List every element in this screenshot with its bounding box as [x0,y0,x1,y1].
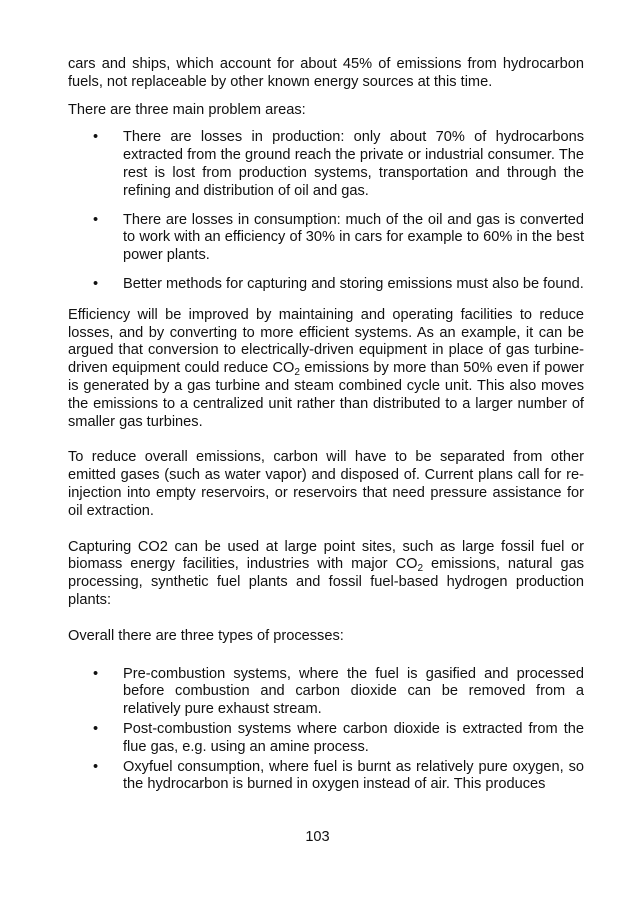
list-item-text: Better methods for capturing and storing emissions must also be found. [123,275,584,292]
process-heading: Overall there are three types of processes: [68,627,344,644]
bullet: • [93,758,99,775]
efficiency-paragraph: Efficiency will be improved by maintaining and operating facilities to reduce losses, and by converting to more efficient systems. As an example, it can be argued that conversion to electrically-driven equipment in place of gas turbine-driven equipment could reduce $CO_2$ emissions by more than 50% even if power is generated by a gas turbine and steam combined cycle unit. This also moves the emissions to a centralized unit rather than distributed to a larger number of smaller gas turbines. [68,306,584,430]
list-item [68,721,584,757]
list-item-text: Oxyfuel consumption, where fuel is burnt as relatively pure oxygen, so the hydrocarbon is burned in oxygen instead of air. This produces [123,758,584,793]
subscript-2: 2 [417,563,424,575]
process-list [68,666,584,795]
bullet: • [93,211,99,228]
bullet: • [93,129,99,146]
list-item [68,129,584,200]
reduce-paragraph: To reduce overall emissions, carbon will have to be separated from other emitted gases (such as water vapor) and disposed of. Current plans call for re-injection into empty reservoirs, or reservoirs that need pressure assistance for oil extraction. [68,449,584,519]
list-item [68,759,584,795]
bullet: • [93,275,99,292]
capturing-paragraph: Capturing CO2 can be used at large point sites, such as large fossil fuel or biomass energy facilities, industries with major $CO_2$ emissions, natural gas processing, synthetic fuel plants and fossil fuel-based hydrogen production plants: [68,538,584,608]
list-item [68,666,584,719]
intro-paragraph: cars and ships, which account for about 45% of emissions from hydrocarbon fuels, not replaceable by other known energy sources at this time. [68,56,584,90]
subscript-2: 2 [294,367,300,379]
list-item-text: There are losses in production: only about 70% of hydrocarbons extracted from the ground reach the private or industrial consumer. The rest is lost from production systems, transportation and through the refining and distribution of oil and gas. [123,129,584,199]
bullet: • [93,665,99,682]
problem-heading: There are three main problem areas: [68,101,306,118]
problem-list [68,129,584,293]
page-number: 103 [305,829,330,845]
list-item-text: Pre-combustion systems, where the fuel is gasified and processed before combustion and carbon dioxide can be removed from a relatively pure exhaust stream. [123,665,584,718]
list-item [68,276,584,294]
page-body [68,56,584,794]
list-item [68,212,584,265]
bullet: • [93,720,99,737]
list-item-text: Post-combustion systems where carbon dioxide is extracted from the flue gas, e.g. using an amine process. [123,720,584,755]
list-item-text: There are losses in consumption: much of the oil and gas is converted to work with an efficiency of 30% in cars for example to 60% in the best power plants. [123,211,584,264]
